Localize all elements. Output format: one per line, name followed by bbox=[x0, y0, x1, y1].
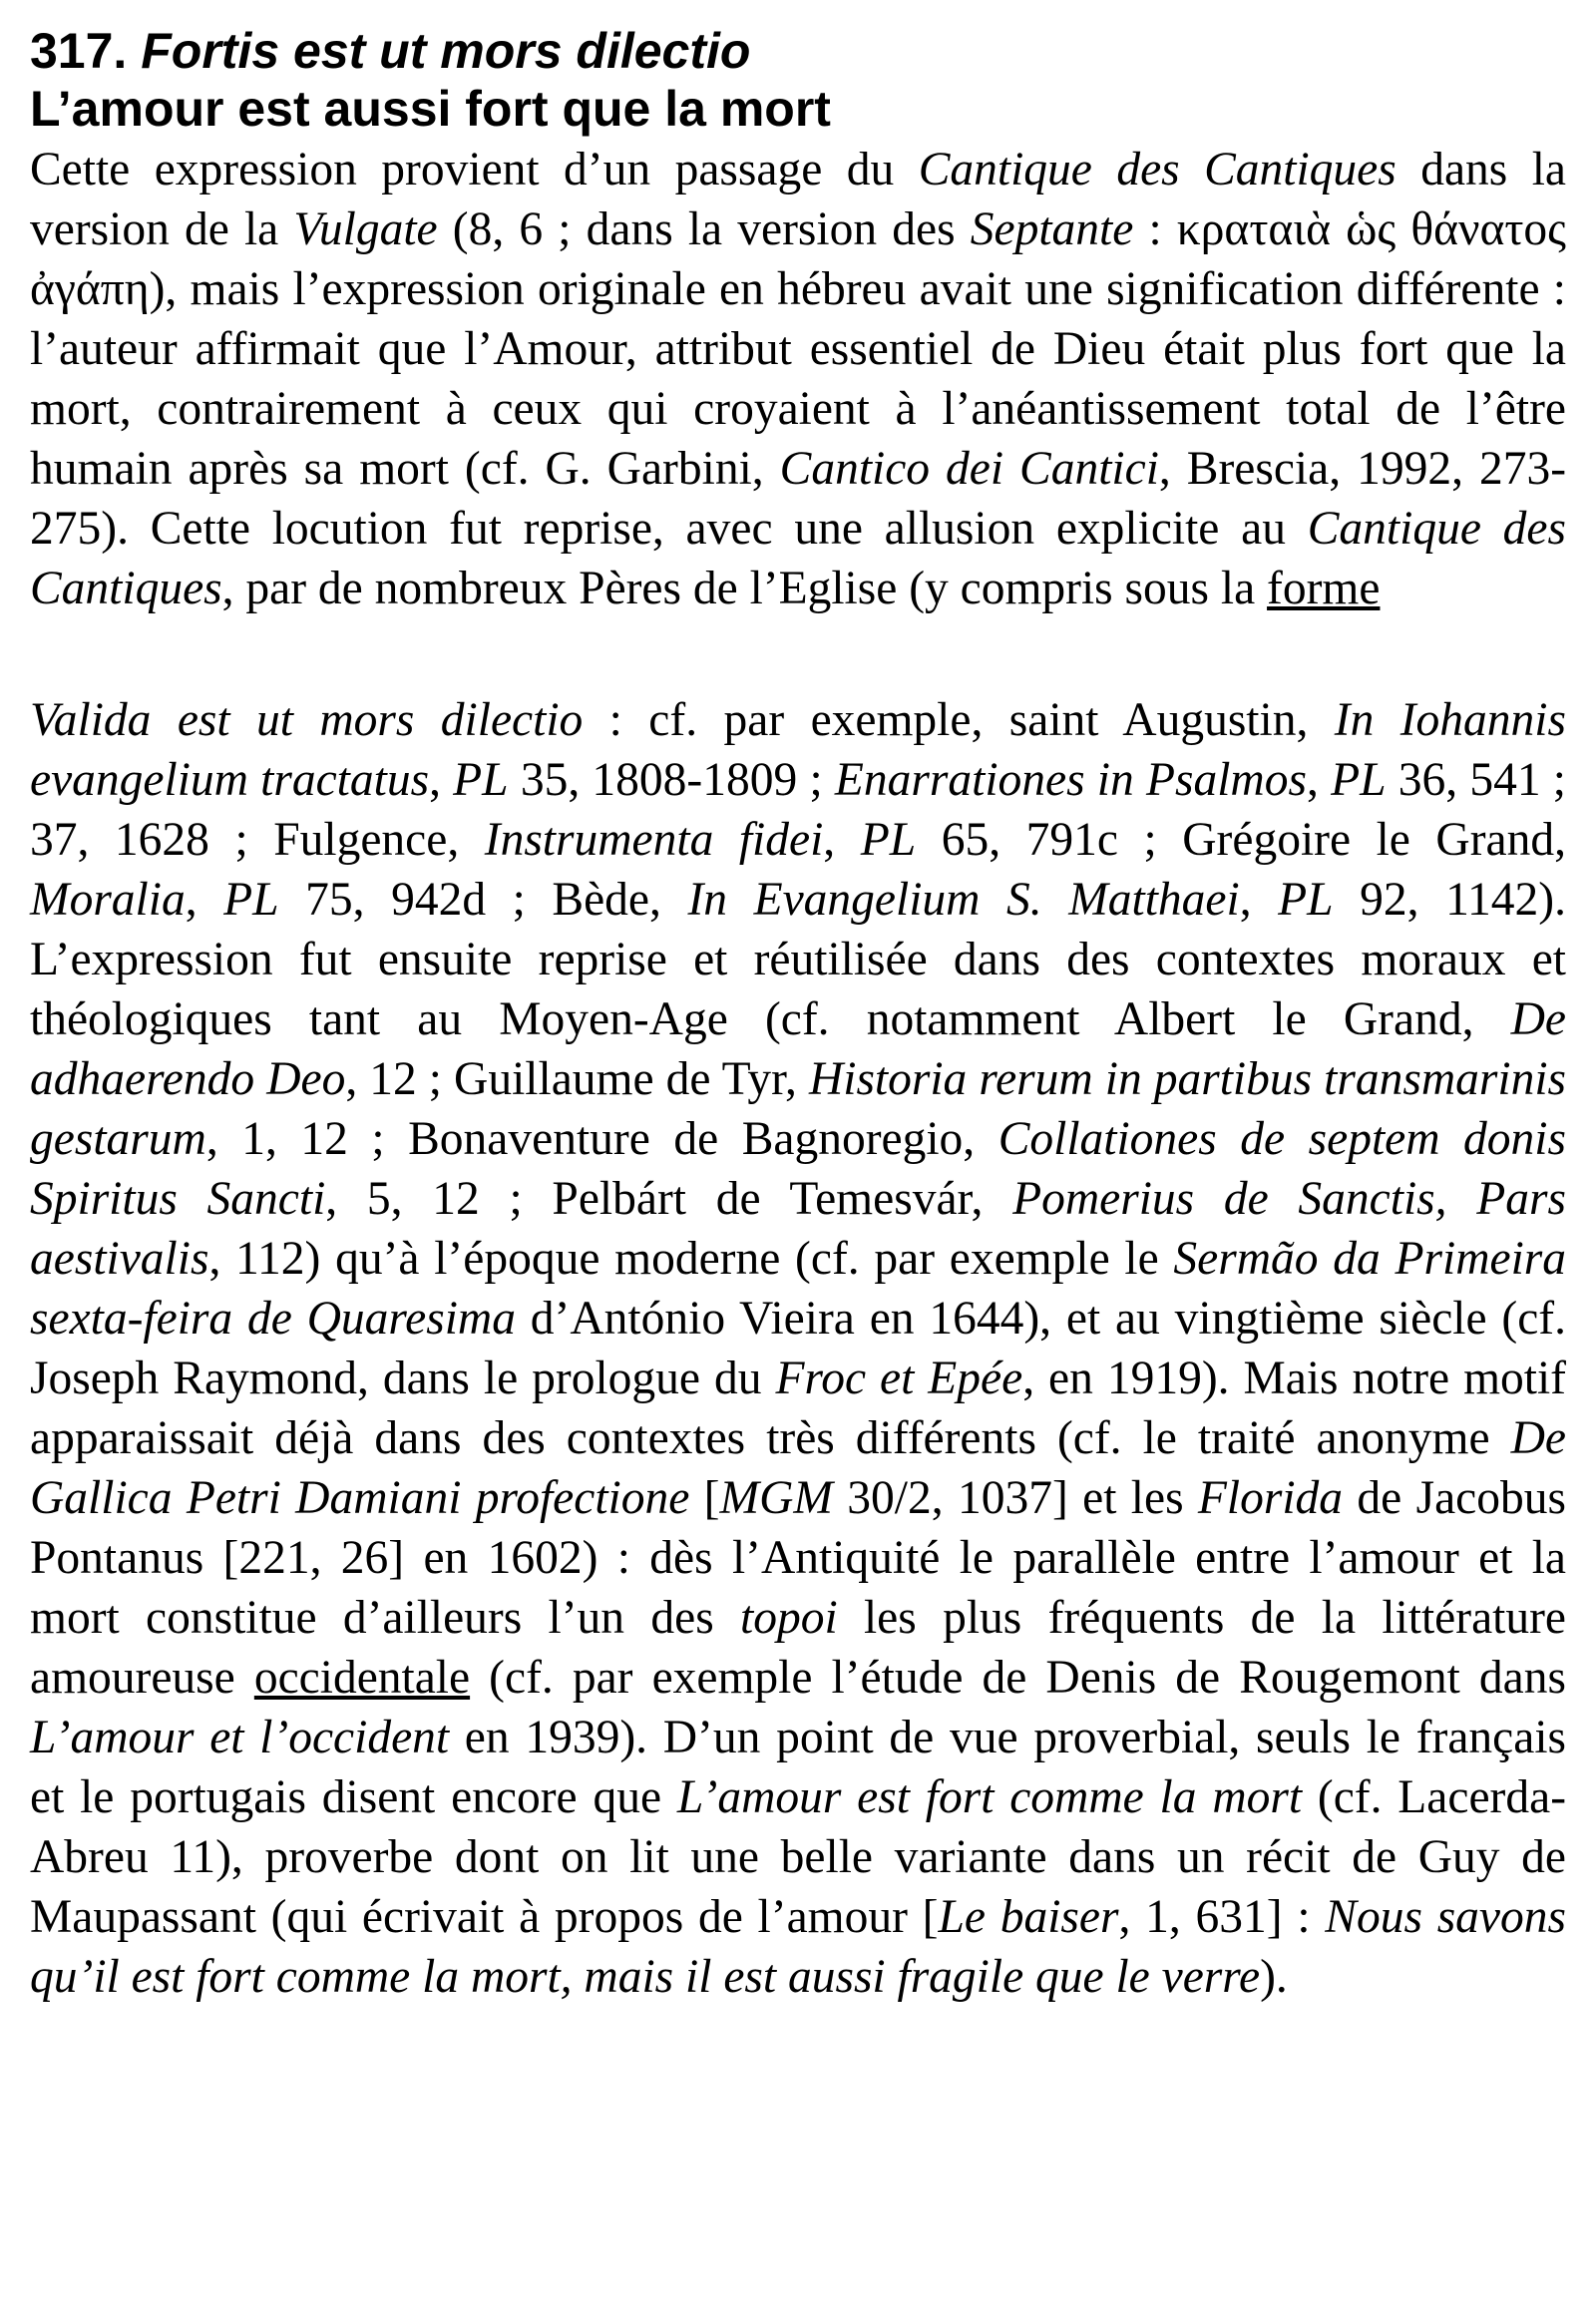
work-title: Le baiser bbox=[938, 1891, 1119, 1943]
work-title: Pomerius de Sanctis, Pars aestivalis bbox=[30, 1173, 1566, 1285]
work-title: In Iohannis evangelium tractatus bbox=[30, 694, 1566, 806]
work-title: Historia rerum in partibus transmarinis gestarum bbox=[30, 1053, 1566, 1165]
work-title: Florida bbox=[1197, 1472, 1344, 1524]
paragraph-2: Valida est ut mors dilectio : cf. par exemple, saint Augustin, In Iohannis evangelium tractatus, PL 35, 1808-1809 ; Enarrationes in Psalmos, PL 36, 541 ; 37, 1628 ; Fulgence, Instrumenta fidei, PL 65, 791c ; Grégoire le Grand, Moralia, PL 75, 942d ; Bède, In Evangelium S. Matthaei, PL 92, 1142). L’expression fut ensuite reprise et réutilisée dans des contextes moraux et théologiques tant au Moyen-Age (cf. notamment Albert le Grand, De adhaerendo Deo, 12 ; Guillaume de Tyr, Historia rerum in partibus transmarinis gestarum, 1, 12 ; Bonaventure de Bagnoregio, Collationes de septem donis Spiritus Sancti, 5, 12 ; Pelbárt de Temesvár, Pomerius de Sanctis, Pars aestivalis, 112) qu’à l’époque moderne (cf. par exemple le Sermão da Primeira sexta-feira de Quaresima d’António Vieira en 1644), et au vingtième siècle (cf. Joseph Raymond, dans le prologue du Froc et Epée, en 1919). Mais notre motif apparaissait déjà dans des contextes très différents (cf. le traité anonyme De Gallica Petri Damiani profectione [MGM 30/2, 1037] et les Florida de Jacobus Pontanus [221, 26] en 1602) : dès l’Antiquité le parallèle entre l’amour et la mort constitue d’ailleurs l’un des topoi les plus fréquents de la littérature amoureuse occidentale (cf. par exemple l’étude de Denis de Rougemont dans L’amour et l’occident en 1939). D’un point de vue proverbial, seuls le français et le portugais disent encore que L’amour est fort comme la mort (cf. Lacerda-Abreu 11), proverbe dont on lit une belle variante dans un récit de Guy de Maupassant (qui écrivait à propos de l’amour [Le baiser, 1, 631] : Nous savons qu’il est fort comme la mort, mais il est aussi fragile que le verre). bbox=[30, 694, 1567, 2003]
work-title: Cantique des Cantiques bbox=[30, 503, 1566, 614]
abbreviation: PL bbox=[453, 754, 509, 806]
entry-latin-title: Fortis est ut mors dilectio bbox=[141, 23, 751, 79]
work-title: Septante bbox=[970, 203, 1134, 255]
latin-phrase: Valida est ut mors dilectio bbox=[30, 694, 584, 746]
quotation: Nous savons qu’il est fort comme la mort, mais il est aussi fragile que le verre bbox=[30, 1891, 1567, 2003]
latin-term: topoi bbox=[740, 1592, 838, 1644]
work-title: Moralia bbox=[30, 874, 186, 926]
work-title: Enarrationes in Psalmos bbox=[834, 754, 1307, 806]
abbreviation: PL bbox=[860, 814, 917, 866]
work-title: Sermão da Primeira sexta-feira de Quaresima bbox=[30, 1233, 1567, 1345]
abbreviation: PL bbox=[1331, 754, 1387, 806]
work-title: In Evangelium S. Matthaei bbox=[687, 874, 1240, 926]
work-title: Cantico dei Cantici bbox=[779, 443, 1159, 495]
paragraph-1: Cette expression provient d’un passage du Cantique des Cantiques dans la version de la Vulgate (8, 6 ; dans la version des Septante : κραταιὰ ὡς θάνατος ἀγάπη), mais l’expression originale en hébreu avait une signification différente : l’auteur affirmait que l’Amour, attribut essentiel de Dieu était plus fort que la mort, contrairement à ceux qui croyaient à l’anéantissement total de l’être humain après sa mort (cf. G. Garbini, Cantico dei Cantici, Brescia, 1992, 273-275). Cette locution fut reprise, avec une allusion explicite au Cantique des Cantiques, par de nombreux Pères de l’Eglise (y compris sous la forme bbox=[30, 144, 1567, 614]
abbreviation: PL bbox=[1278, 874, 1334, 926]
abbreviation: MGM bbox=[719, 1472, 833, 1524]
greek-quote: κραταιὰ ὡς θάνατος ἀγάπη bbox=[30, 203, 1566, 315]
proverb: L’amour est fort comme la mort bbox=[676, 1771, 1303, 1823]
entry-number: 317. bbox=[30, 23, 128, 79]
work-title: Cantique des Cantiques bbox=[918, 144, 1396, 195]
work-title: De Gallica Petri Damiani profectione bbox=[30, 1412, 1566, 1524]
underlined-word: occidentale bbox=[253, 1652, 471, 1704]
entry-heading bbox=[30, 22, 1566, 80]
work-title: Collationes de septem donis Spiritus Sancti bbox=[30, 1113, 1566, 1225]
abbreviation: PL bbox=[223, 874, 279, 926]
underlined-word: forme bbox=[1267, 563, 1381, 614]
entry-french-title: L’amour est aussi fort que la mort bbox=[30, 81, 831, 137]
work-title: Instrumenta fidei bbox=[484, 814, 824, 866]
work-title: L’amour et l’occident bbox=[30, 1712, 450, 1763]
document-page bbox=[30, 22, 1566, 2007]
page-gap bbox=[30, 618, 1566, 690]
work-title: Vulgate bbox=[293, 203, 438, 255]
work-title: Froc et Epée bbox=[775, 1353, 1023, 1404]
work-title: De adhaerendo Deo bbox=[30, 993, 1566, 1105]
